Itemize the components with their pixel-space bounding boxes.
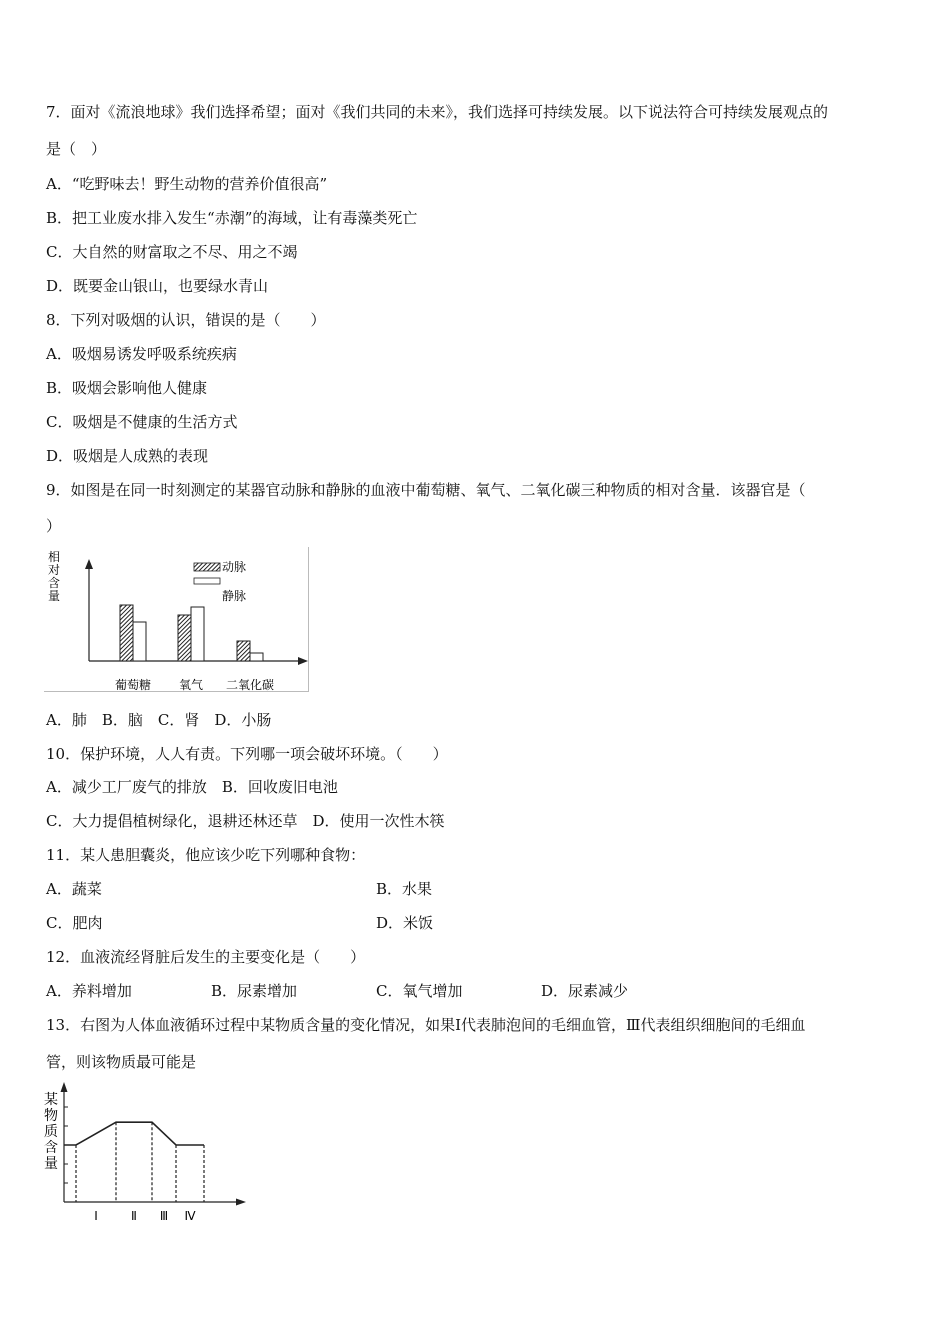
q13-category-label-2: Ⅱ <box>131 1209 137 1223</box>
q12-option-d: D．尿素减少 <box>541 982 629 1000</box>
q12-stem: 12．血液流经肾脏后发生的主要变化是（ ） <box>46 948 366 966</box>
q9-y-label-char: 量 <box>48 589 61 603</box>
q9-y-label <box>48 549 60 603</box>
q9-stem-line1: 9．如图是在同一时刻测定的某器官动脉和静脉的血液中葡萄糖、氧气、二氧化碳三种物质的相对含量．该器官是（ <box>46 481 806 499</box>
q13-y-label-char: 量 <box>44 1156 58 1172</box>
q9-legend-vein-label: 静脉 <box>222 589 247 603</box>
q13-stem-line1: 13．右图为人体血液循环过程中某物质含量的变化情况，如果Ⅰ代表肺泡间的毛细血管，Ⅲ代表组织细胞间的毛细血 <box>46 1016 806 1034</box>
q9-stem-line2: ） <box>46 517 62 535</box>
q13-chart-svg <box>40 1080 255 1230</box>
q13-category-label-4: Ⅳ <box>184 1209 196 1223</box>
q13-stem-line2: 管，则该物质最可能是 <box>46 1053 197 1071</box>
q9-category-label-3: 二氧化碳 <box>225 678 275 692</box>
q11-option-b: B．水果 <box>376 880 433 898</box>
q9-bar-chart <box>44 547 310 693</box>
q8-option-c: C．吸烟是不健康的生活方式 <box>46 413 238 431</box>
q11-option-d: D．米饭 <box>376 914 434 932</box>
q13-y-label <box>44 1091 58 1172</box>
q8-option-d: D．吸烟是人成熟的表现 <box>46 447 209 465</box>
q9-chart-svg <box>44 547 310 693</box>
q13-y-label-char: 质 <box>44 1124 58 1140</box>
q7-stem-line2: 是（ ） <box>46 140 107 158</box>
q8-option-a: A．吸烟易诱发呼吸系统疾病 <box>46 345 237 363</box>
q13-y-axis-arrow <box>61 1082 68 1092</box>
q10-options-line1: A．减少工厂废气的排放 B．回收废旧电池 <box>46 778 338 796</box>
q9-bar-vein-1 <box>133 622 146 661</box>
q7-option-b: B．把工业废水排入发生“赤潮”的海域，让有毒藻类死亡 <box>46 209 418 227</box>
q8-option-b: B．吸烟会影响他人健康 <box>46 379 208 397</box>
q13-y-label-char: 含 <box>44 1140 58 1156</box>
q7-option-d: D．既要金山银山，也要绿水青山 <box>46 277 269 295</box>
q10-stem: 10．保护环境，人人有责。下列哪一项会破坏环境。（ ） <box>46 745 448 763</box>
q9-category-label-2: 氧气 <box>178 678 204 692</box>
q9-bar-artery-3 <box>237 641 250 661</box>
q9-y-label-char: 相 <box>48 550 61 564</box>
q13-x-axis-arrow <box>236 1199 246 1206</box>
q9-category-label-1: 葡萄糖 <box>114 678 152 692</box>
q8-stem: 8．下列对吸烟的认识，错误的是（ ） <box>46 311 326 329</box>
q13-series-line <box>64 1122 204 1145</box>
q11-option-a: A．蔬菜 <box>46 880 102 898</box>
q13-y-label-char: 物 <box>44 1108 58 1124</box>
q7-option-a: A．“吃野味去！野生动物的营养价值很高” <box>46 175 328 193</box>
q13-y-label-char: 某 <box>44 1092 58 1108</box>
q7-stem-line1: 7．面对《流浪地球》我们选择希望；面对《我们共同的未来》，我们选择可持续发展。以下说法符合可持续发展观点的 <box>46 103 829 121</box>
q9-bar-vein-3 <box>250 653 263 661</box>
q12-option-a: A．养料增加 <box>46 982 132 1000</box>
q12-option-b: B．尿素增加 <box>211 982 298 1000</box>
q9-bar-vein-2 <box>191 607 204 661</box>
q7-option-c: C．大自然的财富取之不尽、用之不竭 <box>46 243 298 261</box>
q9-options: A．肺 B．脑 C．肾 D．小肠 <box>46 711 272 729</box>
q9-y-label-char: 对 <box>48 563 61 577</box>
q9-bar-artery-2 <box>178 615 191 661</box>
q9-y-label-char: 含 <box>48 576 61 590</box>
q9-legend-vein-swatch <box>194 578 220 584</box>
q9-legend-artery-swatch <box>194 563 220 571</box>
q9-legend-artery-label: 动脉 <box>222 560 247 574</box>
q10-options-line2: C．大力提倡植树绿化，退耕还林还草 D．使用一次性木筷 <box>46 812 445 830</box>
q13-line-chart <box>40 1080 255 1230</box>
q9-bar-artery-1 <box>120 605 133 661</box>
q11-option-c: C．肥肉 <box>46 914 103 932</box>
q13-category-label-3: Ⅲ <box>159 1209 169 1223</box>
q11-stem: 11．某人患胆囊炎，他应该少吃下列哪种食物： <box>46 846 366 864</box>
q12-option-c: C．氧气增加 <box>376 982 463 1000</box>
q13-category-label-1: Ⅰ <box>94 1209 98 1223</box>
